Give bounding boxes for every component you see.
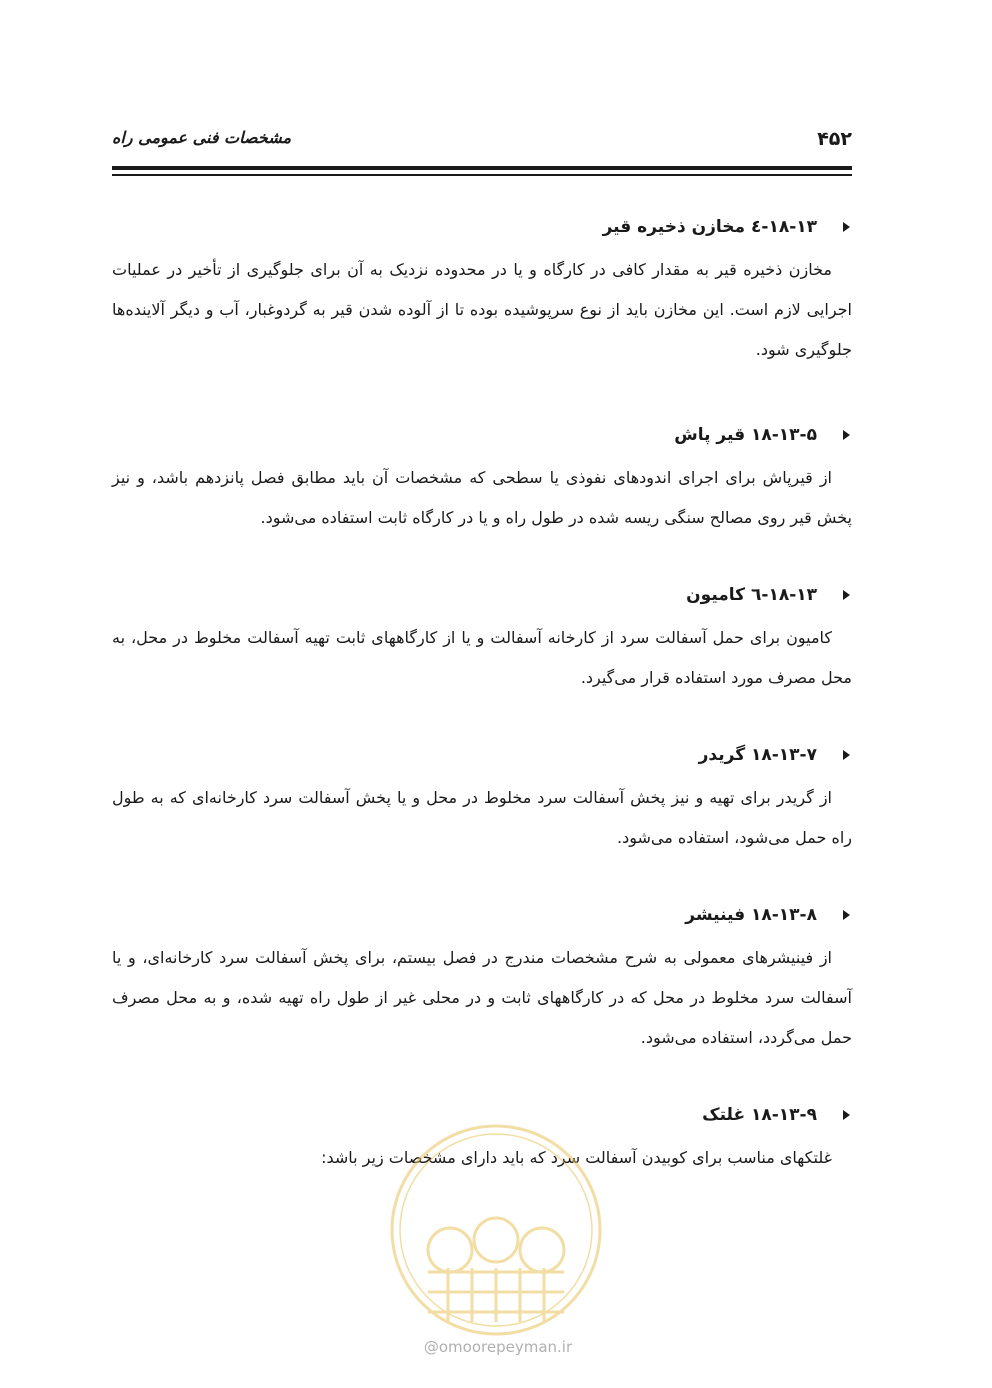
section-body: از گریدر برای تهیه و نیز پخش آسفالت سرد مخلوط در محل و یا پخش آسفالت سرد کارخانه‌ای که به طول راه حمل می‌شود، استفاده می‌شود. xyxy=(112,788,852,847)
section-heading xyxy=(112,578,852,612)
bullet-arrow-icon xyxy=(843,1110,850,1120)
section-heading xyxy=(112,738,852,772)
section-grader xyxy=(112,738,852,858)
section-heading-text: ۱۸-۱۳-۵ قیر پاش xyxy=(674,425,817,445)
bullet-arrow-icon xyxy=(843,430,850,440)
section-heading-text: ۱۸-۱۳-۸ فینیشر xyxy=(685,905,817,925)
watermark-site: @omoorepeyman.ir xyxy=(423,1338,573,1356)
watermark-logo-icon xyxy=(388,1122,604,1338)
running-header xyxy=(112,128,852,156)
page-number: ۴۵۲ xyxy=(817,128,852,150)
section-heading xyxy=(112,418,852,452)
section-body: از قیرپاش برای اجرای اندودهای نفوذی یا سطحی که مشخصات آن باید مطابق فصل پانزدهم باشد، و نیز پخش قیر روی مصالح سنگی ریسه شده در طول راه و یا در کارگاه ثابت استفاده می‌شود. xyxy=(112,468,852,527)
section-body: کامیون برای حمل آسفالت سرد از کارخانه آسفالت و یا از کارگاههای ثابت تهیه آسفالت مخلوط در محل، به محل مصرف مورد استفاده قرار می‌گیرد. xyxy=(112,628,852,687)
section-finisher xyxy=(112,898,852,1058)
section-truck xyxy=(112,578,852,698)
section-heading-text: ۱۸-۱۳-٦ کامیون xyxy=(686,585,817,605)
bullet-arrow-icon xyxy=(843,750,850,760)
section-bitumen-sprayer xyxy=(112,418,852,538)
section-body: از فینیشرهای معمولی به شرح مشخصات مندرج در فصل بیستم، برای پخش آسفالت سرد کارخانه‌ای، و یا آسفالت سرد مخلوط در محل که در کارگاههای ثابت و در محلی غیر از طول راه تهیه شده، و به محل مصرف حمل می‌گردد، استفاده می‌شود. xyxy=(112,948,852,1047)
bullet-arrow-icon xyxy=(843,590,850,600)
section-heading-text: ۱۸-۱۳-٤ مخازن ذخیره قیر xyxy=(602,217,817,237)
section-heading xyxy=(112,898,852,932)
section-heading-text: ۱۸-۱۳-۹ غلتک xyxy=(702,1105,817,1125)
section-heading-text: ۱۸-۱۳-۷ گریدر xyxy=(698,745,817,765)
section-bitumen-tanks xyxy=(112,210,852,370)
section-body: غلتکهای مناسب برای کوبیدن آسفالت سرد که باید دارای مشخصات زیر باشد: xyxy=(321,1148,832,1167)
header-rule-thin xyxy=(112,174,852,176)
bullet-arrow-icon xyxy=(843,222,850,232)
section-heading xyxy=(112,210,852,244)
section-body: مخازن ذخیره قیر به مقدار کافی در کارگاه و یا در محدوده نزدیک به آن برای جلوگیری از تأخیر در عملیات اجرایی لازم است. این مخازن باید از نوع سرپوشیده بوده تا از آلوده شدن قیر به گردوغبار، آب و دیگر آلاینده‌ها جلوگیری شود. xyxy=(112,260,852,359)
bullet-arrow-icon xyxy=(843,910,850,920)
header-title: مشخصات فنی عمومی راه xyxy=(112,128,292,147)
header-rule xyxy=(112,166,852,170)
